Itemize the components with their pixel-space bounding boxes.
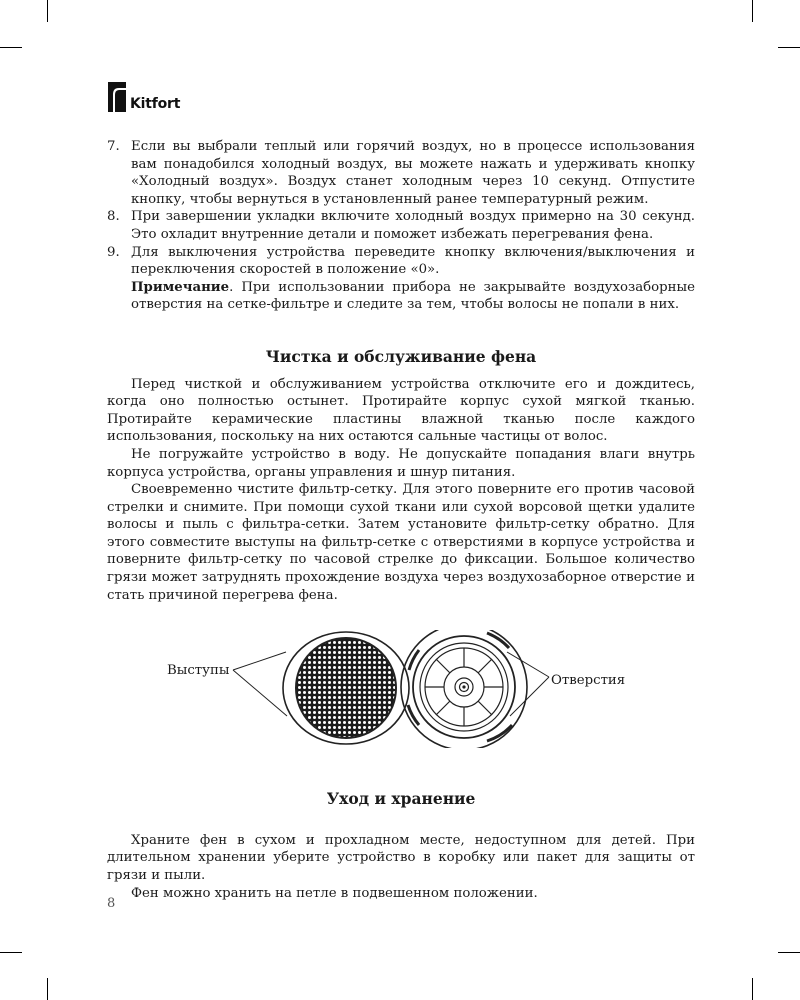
list-item xyxy=(107,244,695,279)
section-heading-cleaning: Чистка и обслуживание фена xyxy=(265,346,537,366)
list-text: Для выключения устройства переведите кнопку включения/выключения и переключения скоростей в положение «0». xyxy=(131,244,695,278)
paragraph: Не погружайте устройство в воду. Не допускайте попадания влаги внутрь корпуса устройства, органы управления и шнур питания. xyxy=(107,446,695,480)
crop-mark xyxy=(47,0,48,22)
brand-logo xyxy=(106,82,180,112)
paragraph: Фен можно хранить на петле в подвешенном положении. xyxy=(131,885,538,901)
paragraph: Своевременно чистите фильтр-сетку. Для этого поверните его против часовой стрелки и снимите. При помощи сухой ткани или сухой ворсовой щетки удалите волосы и пыль с фильтра-сетки. Затем установите фильтр-сетку обратно. Для этого совместите выступы на фильтр-сетке с отверстиями в корпусе устройства и поверните фильтр-сетку по часовой стрелке до фиксации. Большое количество грязи может затруднять прохождение воздуха через воздухозаборное отверстие и стать причиной перегрева фена. xyxy=(107,482,695,603)
crop-mark xyxy=(47,978,48,1000)
page-content xyxy=(107,138,695,902)
crop-mark xyxy=(778,47,800,48)
filter-mesh-diagram xyxy=(107,630,695,748)
list-text: При завершении укладки включите холодный воздух примерно на 30 секунд. Это охладит внутренние детали и поможет избежать перегревания фена. xyxy=(131,209,695,242)
list-number: 8. xyxy=(107,209,120,225)
crop-mark xyxy=(752,0,753,22)
filter-mesh-icon xyxy=(283,632,409,744)
list-text: Если вы выбрали теплый или горячий воздух, но в процессе использования вам понадобился холодный воздух, вы можете нажать и удерживать кнопку «Холодный воздух». Воздух станет холодным через 10 секунд. Отпустите кнопку, чтобы вернуться в установленный ранее температурный режим. xyxy=(131,139,695,207)
pointer-lines-left xyxy=(233,652,287,716)
page-number: 8 xyxy=(107,896,116,911)
crop-mark xyxy=(752,978,753,1000)
filter-illustration xyxy=(107,630,695,748)
note-text: . При использовании прибора не закрывайте воздухозаборные отверстия на сетке-фильтре и следите за тем, чтобы волосы не попали в них. xyxy=(131,279,695,313)
label-protrusions: Выступы xyxy=(167,663,230,679)
paragraph: Храните фен в сухом и прохладном месте, недоступном для детей. При длительном хранении уберите устройство в коробку или пакет для защиты от грязи и пыли. xyxy=(107,832,695,884)
kitfort-logo-icon xyxy=(106,82,128,112)
logo-text: Kitfort xyxy=(130,96,181,112)
section-heading-care: Уход и хранение xyxy=(326,789,476,809)
crop-mark xyxy=(0,952,22,953)
note-label: Примечание xyxy=(131,279,230,295)
housing-openings-icon xyxy=(401,630,527,748)
pointer-lines-right xyxy=(507,652,549,716)
list-number: 9. xyxy=(107,244,120,260)
note xyxy=(107,279,695,314)
list-item xyxy=(107,208,695,243)
list-number: 7. xyxy=(107,139,120,154)
crop-mark xyxy=(778,952,800,953)
list-item xyxy=(107,138,695,208)
label-openings: Отверстия xyxy=(551,673,626,689)
paragraph: Перед чисткой и обслуживанием устройства отключите его и дождитесь, когда оно полностью остынет. Протирайте корпус сухой мягкой тканью. Протирайте керамические пластины влажной тканью после каждого использования, поскольку на них остаются сальные частицы от волос. xyxy=(107,376,695,445)
crop-mark xyxy=(0,47,22,48)
